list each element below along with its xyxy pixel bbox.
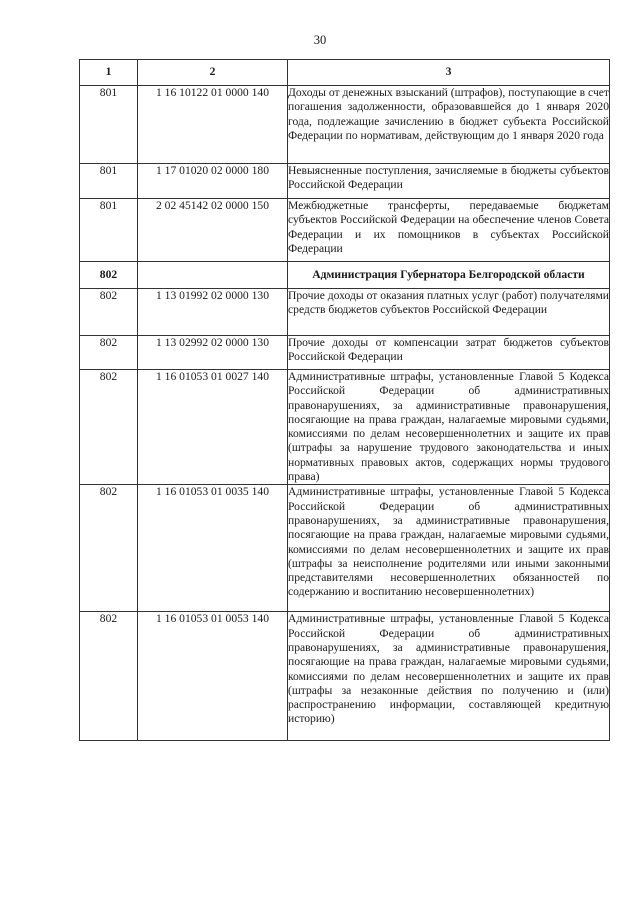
admin-code: 802 bbox=[80, 262, 138, 289]
table-header-row bbox=[80, 60, 610, 86]
revenue-code: 1 13 01992 02 0000 130 bbox=[138, 289, 288, 336]
table-row bbox=[80, 289, 610, 336]
table-row bbox=[80, 370, 610, 485]
revenue-description: Прочие доходы от оказания платных услуг (работ) получателями средств бюджетов субъектов Российской Федерации bbox=[288, 289, 610, 336]
page-number: 30 bbox=[313, 33, 327, 47]
revenue-code: 2 02 45142 02 0000 150 bbox=[138, 199, 288, 262]
admin-code: 801 bbox=[80, 86, 138, 164]
revenue-code: 1 13 02992 02 0000 130 bbox=[138, 336, 288, 370]
header-col-2: 2 bbox=[138, 60, 288, 86]
revenue-description: Невыясненные поступления, зачисляемые в бюджеты субъектов Российской Федерации bbox=[288, 164, 610, 199]
admin-code: 802 bbox=[80, 289, 138, 336]
admin-code: 802 bbox=[80, 336, 138, 370]
admin-code: 802 bbox=[80, 485, 138, 612]
administrator-name: Администрация Губернатора Белгородской области bbox=[288, 262, 610, 289]
admin-code: 802 bbox=[80, 370, 138, 485]
header-col-1: 1 bbox=[80, 60, 138, 86]
table-row bbox=[80, 336, 610, 370]
table-row bbox=[80, 164, 610, 199]
revenue-description: Административные штрафы, установленные Главой 5 Кодекса Российской Федерации об административных правонарушениях, за административные правонарушения, посягающие на права граждан, налагаемые мировыми судьями, комиссиями по делам несовершеннолетних и защите их прав (штрафы за нарушение трудового законодательства и иных нормативных правовых актов, содержащих нормы трудового права) bbox=[288, 370, 609, 484]
admin-code: 801 bbox=[80, 164, 138, 199]
revenue-description: Административные штрафы, установленные Главой 5 Кодекса Российской Федерации об административных правонарушениях, за административные правонарушения, посягающие на права граждан, налагаемые мировыми судьями, комиссиями по делам несовершеннолетних и защите их прав (штрафы за незаконные действия по получению и (или) распространению информации, составляющей кредитную историю) bbox=[288, 612, 610, 741]
header-col-3: 3 bbox=[288, 60, 610, 86]
revenue-description: Межбюджетные трансферты, передаваемые бюджетам субъектов Российской Федерации на обеспечение членов Совета Федерации и их помощников в субъектах Российской Федерации bbox=[288, 199, 610, 262]
revenue-code: 1 16 01053 01 0035 140 bbox=[138, 485, 288, 612]
revenue-description: Административные штрафы, установленные Главой 5 Кодекса Российской Федерации об административных правонарушениях, за административные правонарушения, посягающие на права граждан, налагаемые мировыми судьями, комиссиями по делам несовершеннолетних и защите их прав (штрафы за неисполнение родителями или иными законными представителями несовершеннолетних обязанностей по содержанию и воспитанию несовершеннолетних) bbox=[288, 485, 610, 612]
revenue-code: 1 17 01020 02 0000 180 bbox=[138, 164, 288, 199]
revenue-code bbox=[138, 262, 288, 289]
revenue-code: 1 16 01053 01 0027 140 bbox=[138, 370, 288, 485]
revenue-code: 1 16 01053 01 0053 140 bbox=[138, 612, 288, 741]
table-row-group-header bbox=[80, 262, 610, 289]
revenue-description: Доходы от денежных взысканий (штрафов), поступающие в счет погашения задолженности, образовавшейся до 1 января 2020 года, подлежащие зачислению в бюджет субъекта Российской Федерации по нормативам, действующим до 1 января 2020 года bbox=[288, 86, 610, 164]
table-row bbox=[80, 485, 610, 612]
admin-code: 802 bbox=[80, 612, 138, 741]
revenue-description: Прочие доходы от компенсации затрат бюджетов субъектов Российской Федерации bbox=[288, 336, 610, 370]
table-row bbox=[80, 86, 610, 164]
budget-revenue-table bbox=[79, 59, 610, 741]
table-row bbox=[80, 199, 610, 262]
revenue-code: 1 16 10122 01 0000 140 bbox=[138, 86, 288, 164]
table-row bbox=[80, 612, 610, 741]
admin-code: 801 bbox=[80, 199, 138, 262]
